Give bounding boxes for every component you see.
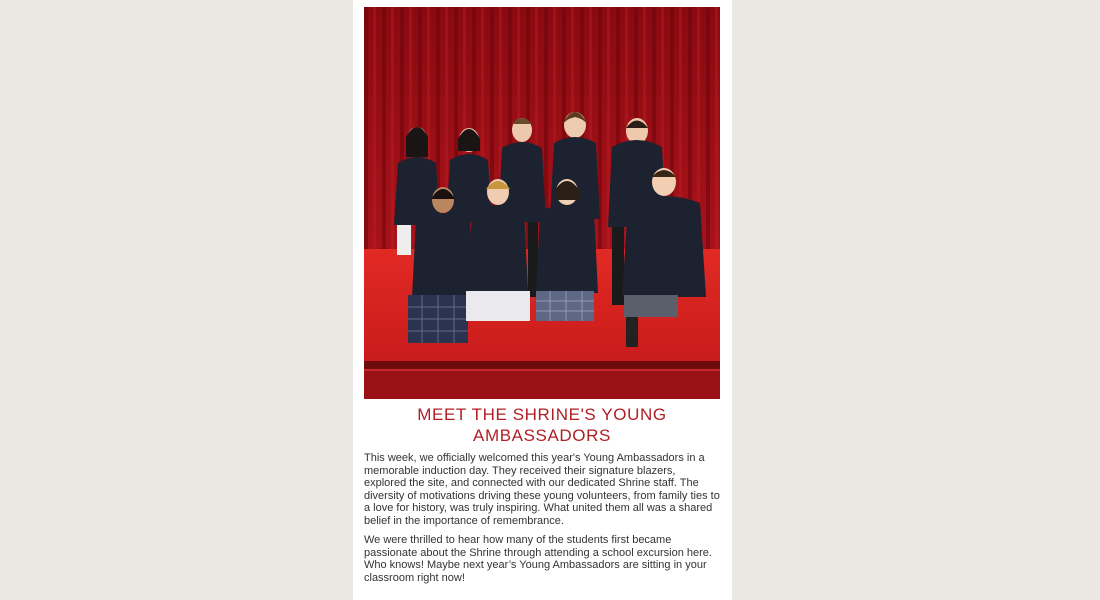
- article-paragraph-2: We were thrilled to hear how many of the students first became passionate about the Shrine through attending a school excursion here. Who knows! Maybe next year’s Young Ambassadors are sitting in your classroom right now!: [364, 534, 712, 584]
- article-paragraph-1: This week, we officially welcomed this year's Young Ambassadors in a memorable induction day. They received their signature blazers, explored the site, and connected with our dedicated Shrine staff. The diversity of motivations driving these young volunteers, from family ties to a love for history, was truly inspiring. What united them all was a shared belief in the importance of remembrance.: [364, 452, 720, 527]
- ambassadors-photo: [364, 7, 720, 399]
- article-headline: MEET THE SHRINE'S YOUNG AMBASSADORS: [417, 405, 667, 445]
- email-content: [353, 0, 732, 600]
